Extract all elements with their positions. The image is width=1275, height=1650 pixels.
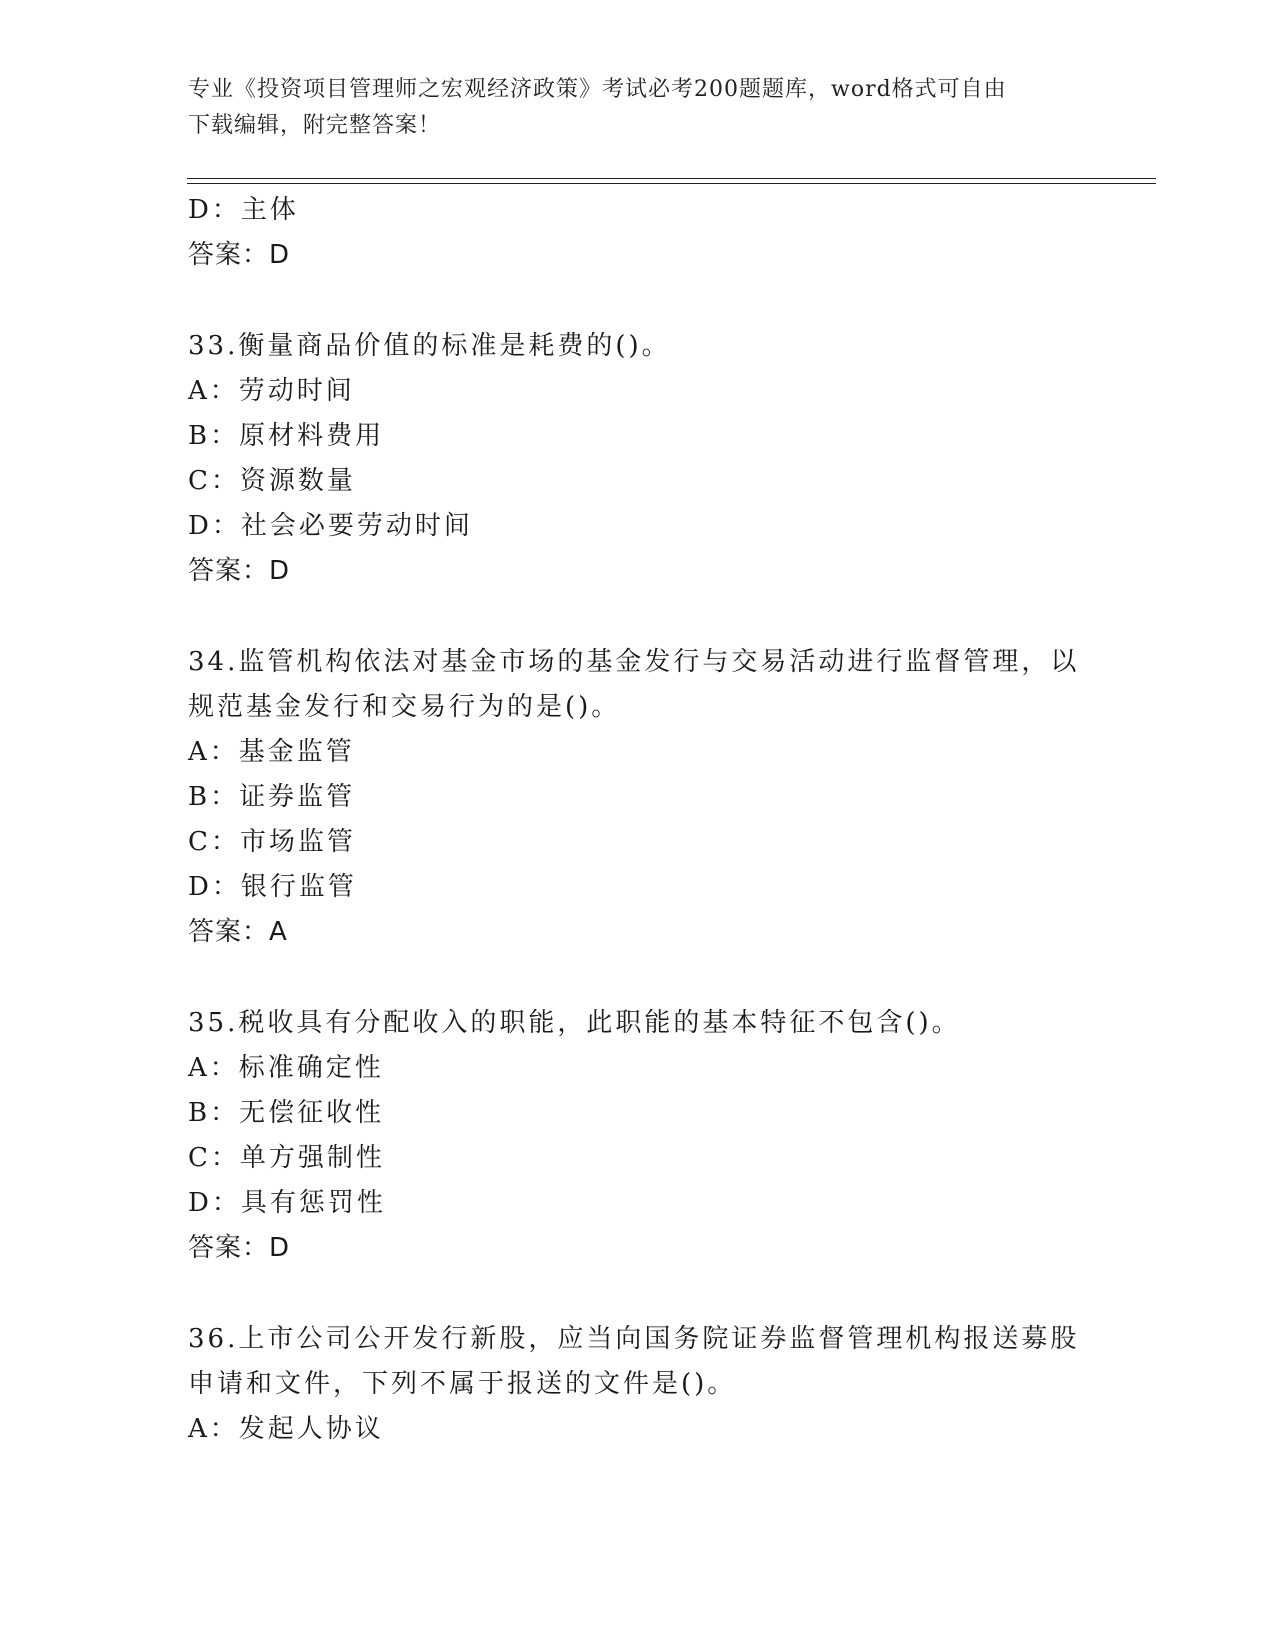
- option-b: B：无偿征收性: [188, 1098, 385, 1128]
- option-a: A：标准确定性: [188, 1053, 384, 1083]
- header-rule-bottom: [187, 183, 1156, 184]
- option-a: A：劳动时间: [188, 376, 355, 406]
- header-rule-top: [187, 178, 1156, 179]
- header-line-1: 专业《投资项目管理师之宏观经济政策》考试必考200题题库，word格式可自由: [188, 77, 1007, 102]
- option-a: A：发起人协议: [188, 1414, 384, 1444]
- option-d: D：主体: [188, 195, 299, 225]
- option-c: C：市场监管: [188, 827, 356, 857]
- option-c: C：单方强制性: [188, 1143, 385, 1173]
- spacer: [188, 278, 1088, 324]
- answer-line: 答案：A: [188, 917, 288, 947]
- question-stem-34-line-1: 34.监管机构依法对基金市场的基金发行与交易活动进行监督管理，以: [188, 647, 1080, 677]
- option-c: C：资源数量: [188, 466, 356, 496]
- option-d: D：具有惩罚性: [188, 1188, 386, 1218]
- question-stem-36-line-1: 36.上市公司公开发行新股，应当向国务院证券监督管理机构报送募股: [188, 1324, 1080, 1354]
- question-list: [188, 188, 1088, 1452]
- spacer: [188, 955, 1088, 1001]
- option-d: D：银行监管: [188, 872, 357, 902]
- spacer: [188, 594, 1088, 640]
- document-header: [188, 72, 1068, 144]
- header-line-2: 下载编辑，附完整答案！: [188, 113, 442, 138]
- answer-line: 答案：D: [188, 240, 291, 270]
- option-a: A：基金监管: [188, 737, 355, 767]
- answer-line: 答案：D: [188, 556, 291, 586]
- answer-line: 答案：D: [188, 1233, 291, 1263]
- question-stem-33: 33.衡量商品价值的标准是耗费的()。: [188, 331, 671, 361]
- question-stem-34-line-2: 规范基金发行和交易行为的是()。: [188, 692, 621, 722]
- question-stem-36-line-2: 申请和文件，下列不属于报送的文件是()。: [188, 1369, 737, 1399]
- option-b: B：原材料费用: [188, 421, 385, 451]
- spacer: [188, 1271, 1088, 1317]
- option-d: D：社会必要劳动时间: [188, 511, 473, 541]
- question-stem-35: 35.税收具有分配收入的职能，此职能的基本特征不包含()。: [188, 1008, 961, 1038]
- option-b: B：证券监管: [188, 782, 356, 812]
